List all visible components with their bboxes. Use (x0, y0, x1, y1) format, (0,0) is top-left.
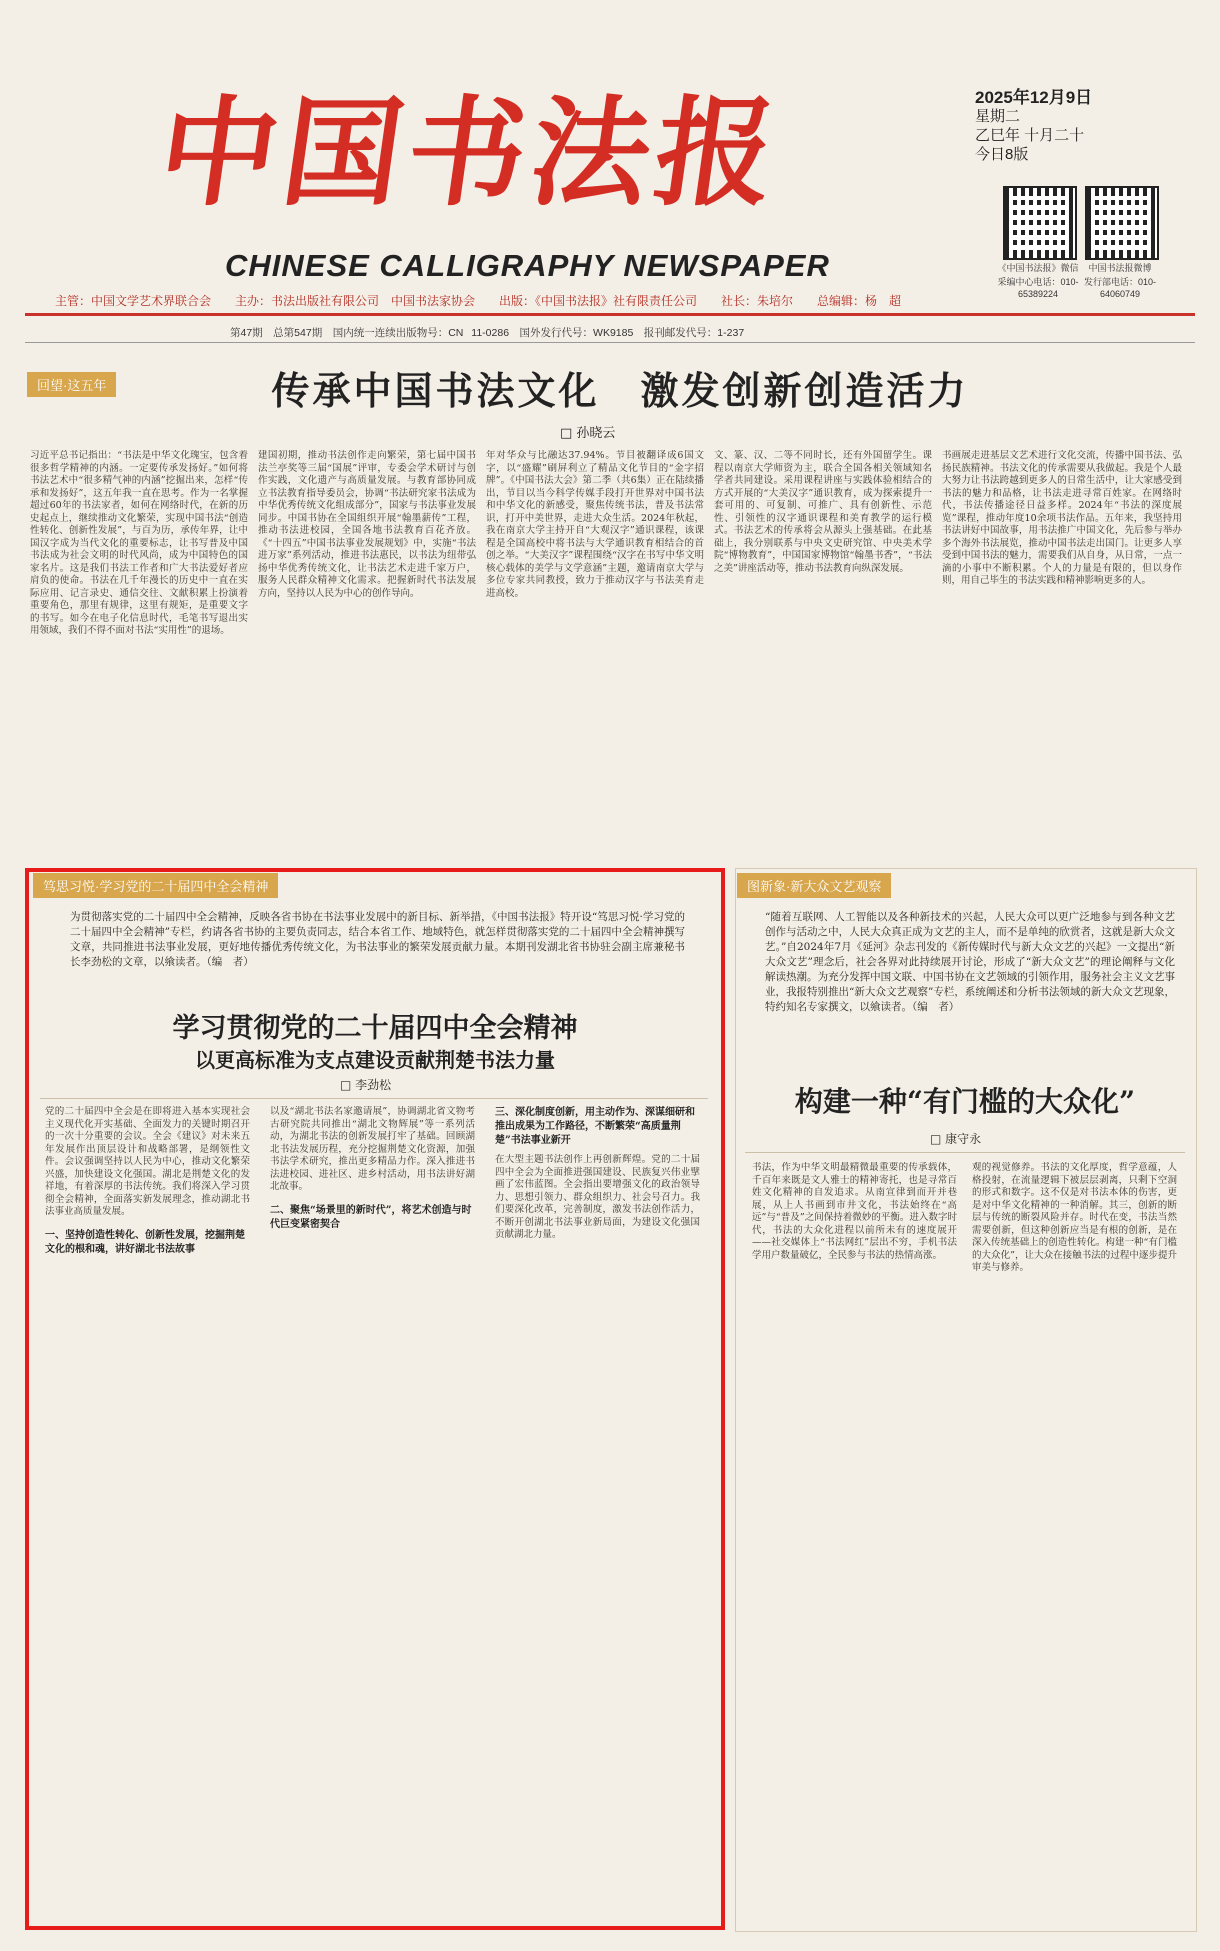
left-article-column-2-wrap (270, 1106, 475, 1921)
top-article-headline[interactable]: 传承中国书法文化 激发创新创造活力 (271, 368, 969, 413)
right-article-tag: 图新象·新大众文艺观察 (737, 873, 891, 898)
issue-lunar-date: 乙巳年 十月二十 (975, 127, 1085, 144)
masthead-rule (25, 313, 1195, 316)
distribution-phone: 发行部电话：010-64060749 (1083, 277, 1156, 299)
right-article-column-1: 书法，作为中华文明最精微最重要的传承载体，千百年来既是文人雅士的精神寄托，也是寻常百姓文化精神的自发追求。从南宣律到而开并巷展，从上人书画到市井文化，书法始终在“高远”与“普及”之间保持着微妙的平衡。进入数字时代，书法的大众化进程以前所未有的速度展开——社交媒体上“书法网红”层出不穷，手机书法学用户数量破亿，全民参与书法的热情高涨。 (752, 1162, 957, 1261)
header-divider (25, 342, 1195, 343)
left-article-tag: 笃思习悦·学习党的二十届四中全会精神 (33, 873, 278, 898)
left-article-column-3: 在大型主题书法创作上再创新辉煌。党的二十届四中全会为全面推进强国建设、民族复兴伟业擘画了宏伟蓝图。全会指出要增强文化的政治领导力、思想引领力、群众组织力、社会号召力。我们要深化改革，完善制度，激发书法创作活力，不断开创湖北书法事业新局面，为建设文化强国贡献湖北力量。 (495, 1154, 700, 1240)
issue-date: 2025年12月9日 (975, 88, 1093, 107)
masthead-english-title: CHINESE CALLIGRAPHY NEWSPAPER (225, 248, 830, 283)
left-article-author-name: 李劲松 (355, 1078, 392, 1092)
left-article-intro: 为贯彻落实党的二十届四中全会精神，反映各省书协在书法事业发展中的新目标、新举措，《中国书法报》特开设“笃思习悦·学习党的二十届四中全会精神”专栏，约请各省书协的主要负责同志，结合本省工作、地域特色，就怎样贯彻落实党的二十届四中全会精神撰写文章，共同推进书法事业发展，更好地传播优秀传统文化，为书法事业的繁荣发展贡献力量。本期刊发湖北省书协驻会副主席兼秘书长李劲松的文章，以飨读者。（编 者） (70, 911, 685, 968)
right-article-intro: “随着互联网、人工智能以及各种新技术的兴起，人民大众可以更广泛地参与到各种文艺创作与活动之中，人民大众真正成为文艺的主人，而不是单纯的欣赏者，这就是新大众文艺。”自2024年7月《延河》杂志刊发的《新传媒时代与新大众文艺的兴起》一文提出“新大众文艺”理念后，社会各界对此持续展开讨论，形成了“新大众文艺”的理论阐释与文化解读热潮。为充分发挥中国文联、中国书协在文艺领域的引领作用，服务社会主义文艺事业，我报特别推出“新大众文艺观察”专栏，系统阐述和分析书法领域的新大众文艺现象，特约知名专家撰文，以飨读者。（编 者） (765, 911, 1175, 1013)
right-article-divider (745, 1152, 1185, 1153)
wechat-qr-caption: 《中国书法报》微信 (997, 263, 1079, 273)
top-article-column-1: 习近平总书记指出：“书法是中华文化瑰宝，包含着很多哲学精神的内涵。一定要传承发扬好。”如何将书法艺术中“很多精气神的内涵”挖掘出来，怎样“传承和发扬好”，这五年我一直在思考。作为一名掌握超过60年的书法家者，如何在网络时代，在新的历史起点上，继续推动文化繁荣，实现中国书法“创造性转化、创新性发展”，与百为历，承传年界，让中国汉字成为当代文化的重要标志，让书写普及中国书法成为社会文明的时代风尚，成为中国特色的国家名片。这是我们书法工作者和广大书法爱好者应肩负的使命。书法在几千年漫长的历史中一直在实际应用、记言录史、通信交往、文献积累上扮演着重要角色，那里有规律，这里有规矩，是重要文字的书写。如今在电子化信息时代，毛笔书写退出实用领域，我们不得不面对书法“实用性”的退场。 (30, 450, 248, 636)
right-article-author-name: 康守永 (945, 1132, 982, 1146)
top-article-column-2: 建国初期，推动书法创作走向繁荣，第七届中国书法兰亭奖等三届“国展”评审，专委会学术研讨与创作实践，文化遗产与高质量发展。与教育部协同成立书法教育指导委员会，协调“书法研究家书法成为中华优秀传统文化组成部分”，国家与书法事业发展同步。中国书协在全国组织开展“翰墨薪传”工程，推动书法进校园，全国各地书法教育百花齐放。《“十四五”中国书法事业发展规划》中，实施“书法进万家”系列活动，推进书法惠民，以书法为纽带弘扬中华优秀传统文化，让书法艺术走进千家万户，服务人民群众精神文化需求。把握新时代书法发展方向，坚持以人民为中心的创作导向。 (258, 450, 476, 599)
weibo-qr-caption: 中国书法报微博 (1088, 263, 1152, 273)
masthead-title: 中国书法报 (150, 83, 790, 222)
right-article-column-2: 观的视觉修养。书法的文化厚度，哲学意蕴，人格投射，在流量逻辑下被层层剥离，只剩下空洞的形式和数字。这不仅是对书法本体的伤害，更是对中华文化精神的一种消解。其三，创新的断层与传统的断裂风险并存。时代在变，书法当然需要创新，但这种创新应当是有根的创新，是在深入传统基础上的创造性转化。构建一种“有门槛的大众化”，让大众在接触书法的过程中逐步提升审美与修养。 (972, 1162, 1177, 1273)
left-article-headline[interactable]: 学习贯彻党的二十届四中全会精神 (172, 1013, 578, 1044)
top-article-tag: 回望·这五年 (27, 372, 116, 397)
top-article-column-3: 年对华众与比融达37.94%。节目被翻译成6国文字，以“盛耀”刷屏利立了精品文化节目的“金字招牌”。《中国书法大会》第二季（共6集）正在陆续播出，节目以当今科学传媒手段打开世界对中国书法和中华文化的新感受，聚焦传统书法，普及书法常识，打开中美世界，走进大众生活。2024年秋起，我在南京大学主持开自“大观汉字”通识课程，该课程是全国高校中将书法与大学通识教育相结合的首创之举。“大美汉字”课程围绕“汉字在书写中华文明核心载体的美学与文学意涵”主题，邀请南京大学与多位专家共同教授，致力于推动汉字与书法美育走进高校。 (486, 450, 704, 599)
left-article-column-1-wrap (45, 1106, 250, 1921)
weibo-qr-code[interactable] (1085, 186, 1159, 260)
left-article-subheadline: 以更高标准为支点建设贡献荆楚书法力量 (195, 1048, 555, 1072)
top-article-author-name: 孙晓云 (576, 426, 616, 441)
left-article-section-3-title: 三、深化制度创新，用主动作为、深谋细研和推出成果为工作路径，不断繁荣“高质量荆楚”书法事业新开 (495, 1107, 695, 1146)
publisher-line: 主管：中国文学艺术界联合会 主办：书法出版社有限公司 中国书法家协会 出版：《中国书法报》社有限责任公司 社长：朱培尔 总编辑：杨 超 (55, 294, 902, 308)
registration-line: 第47期 总第547期 国内统一连续出版物号：CN 11-0286 国外发行代号：WK9185 报刊邮发代号：1-237 (230, 327, 745, 339)
left-article-column-2: 以及“湖北书法名家邀请展”，协调湖北省文物考古研究院共同推出“湖北文物辉展”等一系列活动，为湖北书法的创新发展打牢了基础。回顾湖北书法发展历程，充分挖掘荆楚文化资源，加强书法学术研究，推出更多精品力作。深入推进书法进校园、进社区、进乡村活动，用书法讲好湖北故事。 (270, 1106, 475, 1192)
top-article-column-5: 书画展走进基层文艺术进行文化交流，传播中国书法、弘扬民族精神。书法文化的传承需要从我做起。我是个人最大努力让书法跨越到更多人的日常生活中，让大家感受到书法的魅力和品格，让书法走进寻常百姓家。在网络时代，书法传播途径日益多样。2024年“书法的深度展览”课程，推动年度10余项书法作品。五年来，我坚持用书法讲好中国故事，用书法推广中国文化，先后参与举办多个海外书法展览，推动中国书法走出国门。让更多人享受到中国书法的魅力，需要我们从自身，从日常，一点一滴的小事中不断积累。个人的力量是有限的，但以身作则，用自己毕生的书法实践和精神影响更多的人。 (942, 450, 1182, 586)
issue-weekday: 星期二 (975, 108, 1021, 125)
right-article-headline[interactable]: 构建一种“有门槛的大众化” (794, 1085, 1136, 1118)
issue-date-box (975, 88, 1175, 164)
left-article-column-1: 党的二十届四中全会是在即将进入基本实现社会主义现代化开实基础、全面发力的关键时期召开的一次十分重要的会议。全会《建议》对未来五年发展作出顶层设计和战略部署，是纲领性文件。会议强调坚持以人民为中心，推动文化繁荣兴盛，加快建设文化强国。湖北是荆楚文化的发祥地，有着深厚的书法传统。我们将深入学习贯彻全会精神，全面落实新发展理念，推动湖北书法事业高质量发展。 (45, 1106, 250, 1217)
left-article-section-2-title: 二、聚焦“场景里的新时代”，将艺术创造与时代巨变紧密契合 (270, 1204, 472, 1230)
left-article-author: □ 李劲松 (340, 1078, 392, 1092)
wechat-qr-code[interactable] (1003, 186, 1077, 260)
left-article-column-3-wrap (495, 1106, 700, 1921)
editorial-phone: 采编中心电话：010-65389224 (997, 277, 1079, 299)
top-article-author: □ 孙晓云 (560, 426, 616, 441)
top-article-column-4: 文、篆、汉、二等不同时长，还有外国留学生。课程以南京大学师资为主，联合全国各相关领域知名学者共同建设。采用课程讲座与实践体验相结合的方式开展的“大美汉字”通识教育，成为探索提升一套可用的、可复制、可推广、具有创新性、示范性、引领性的汉字通识课程和美育教学的运行模式。书法艺术的传承将会从源头上强基础。在此基础上，我分别联系与中央文史研究馆、中央美术学院“博物教育”，中国国家博物馆“翰墨书香”，“书法之美”讲座活动等，推动书法教育向纵深发展。 (714, 450, 932, 574)
issue-page-count: 今日8版 (975, 146, 1029, 163)
left-article-divider (40, 1098, 708, 1099)
left-article-section-1-title: 一、坚持创造性转化、创新性发展，挖掘荆楚文化的根和魂，讲好湖北书法故事 (45, 1229, 245, 1255)
right-article-author: □ 康守永 (930, 1132, 982, 1146)
